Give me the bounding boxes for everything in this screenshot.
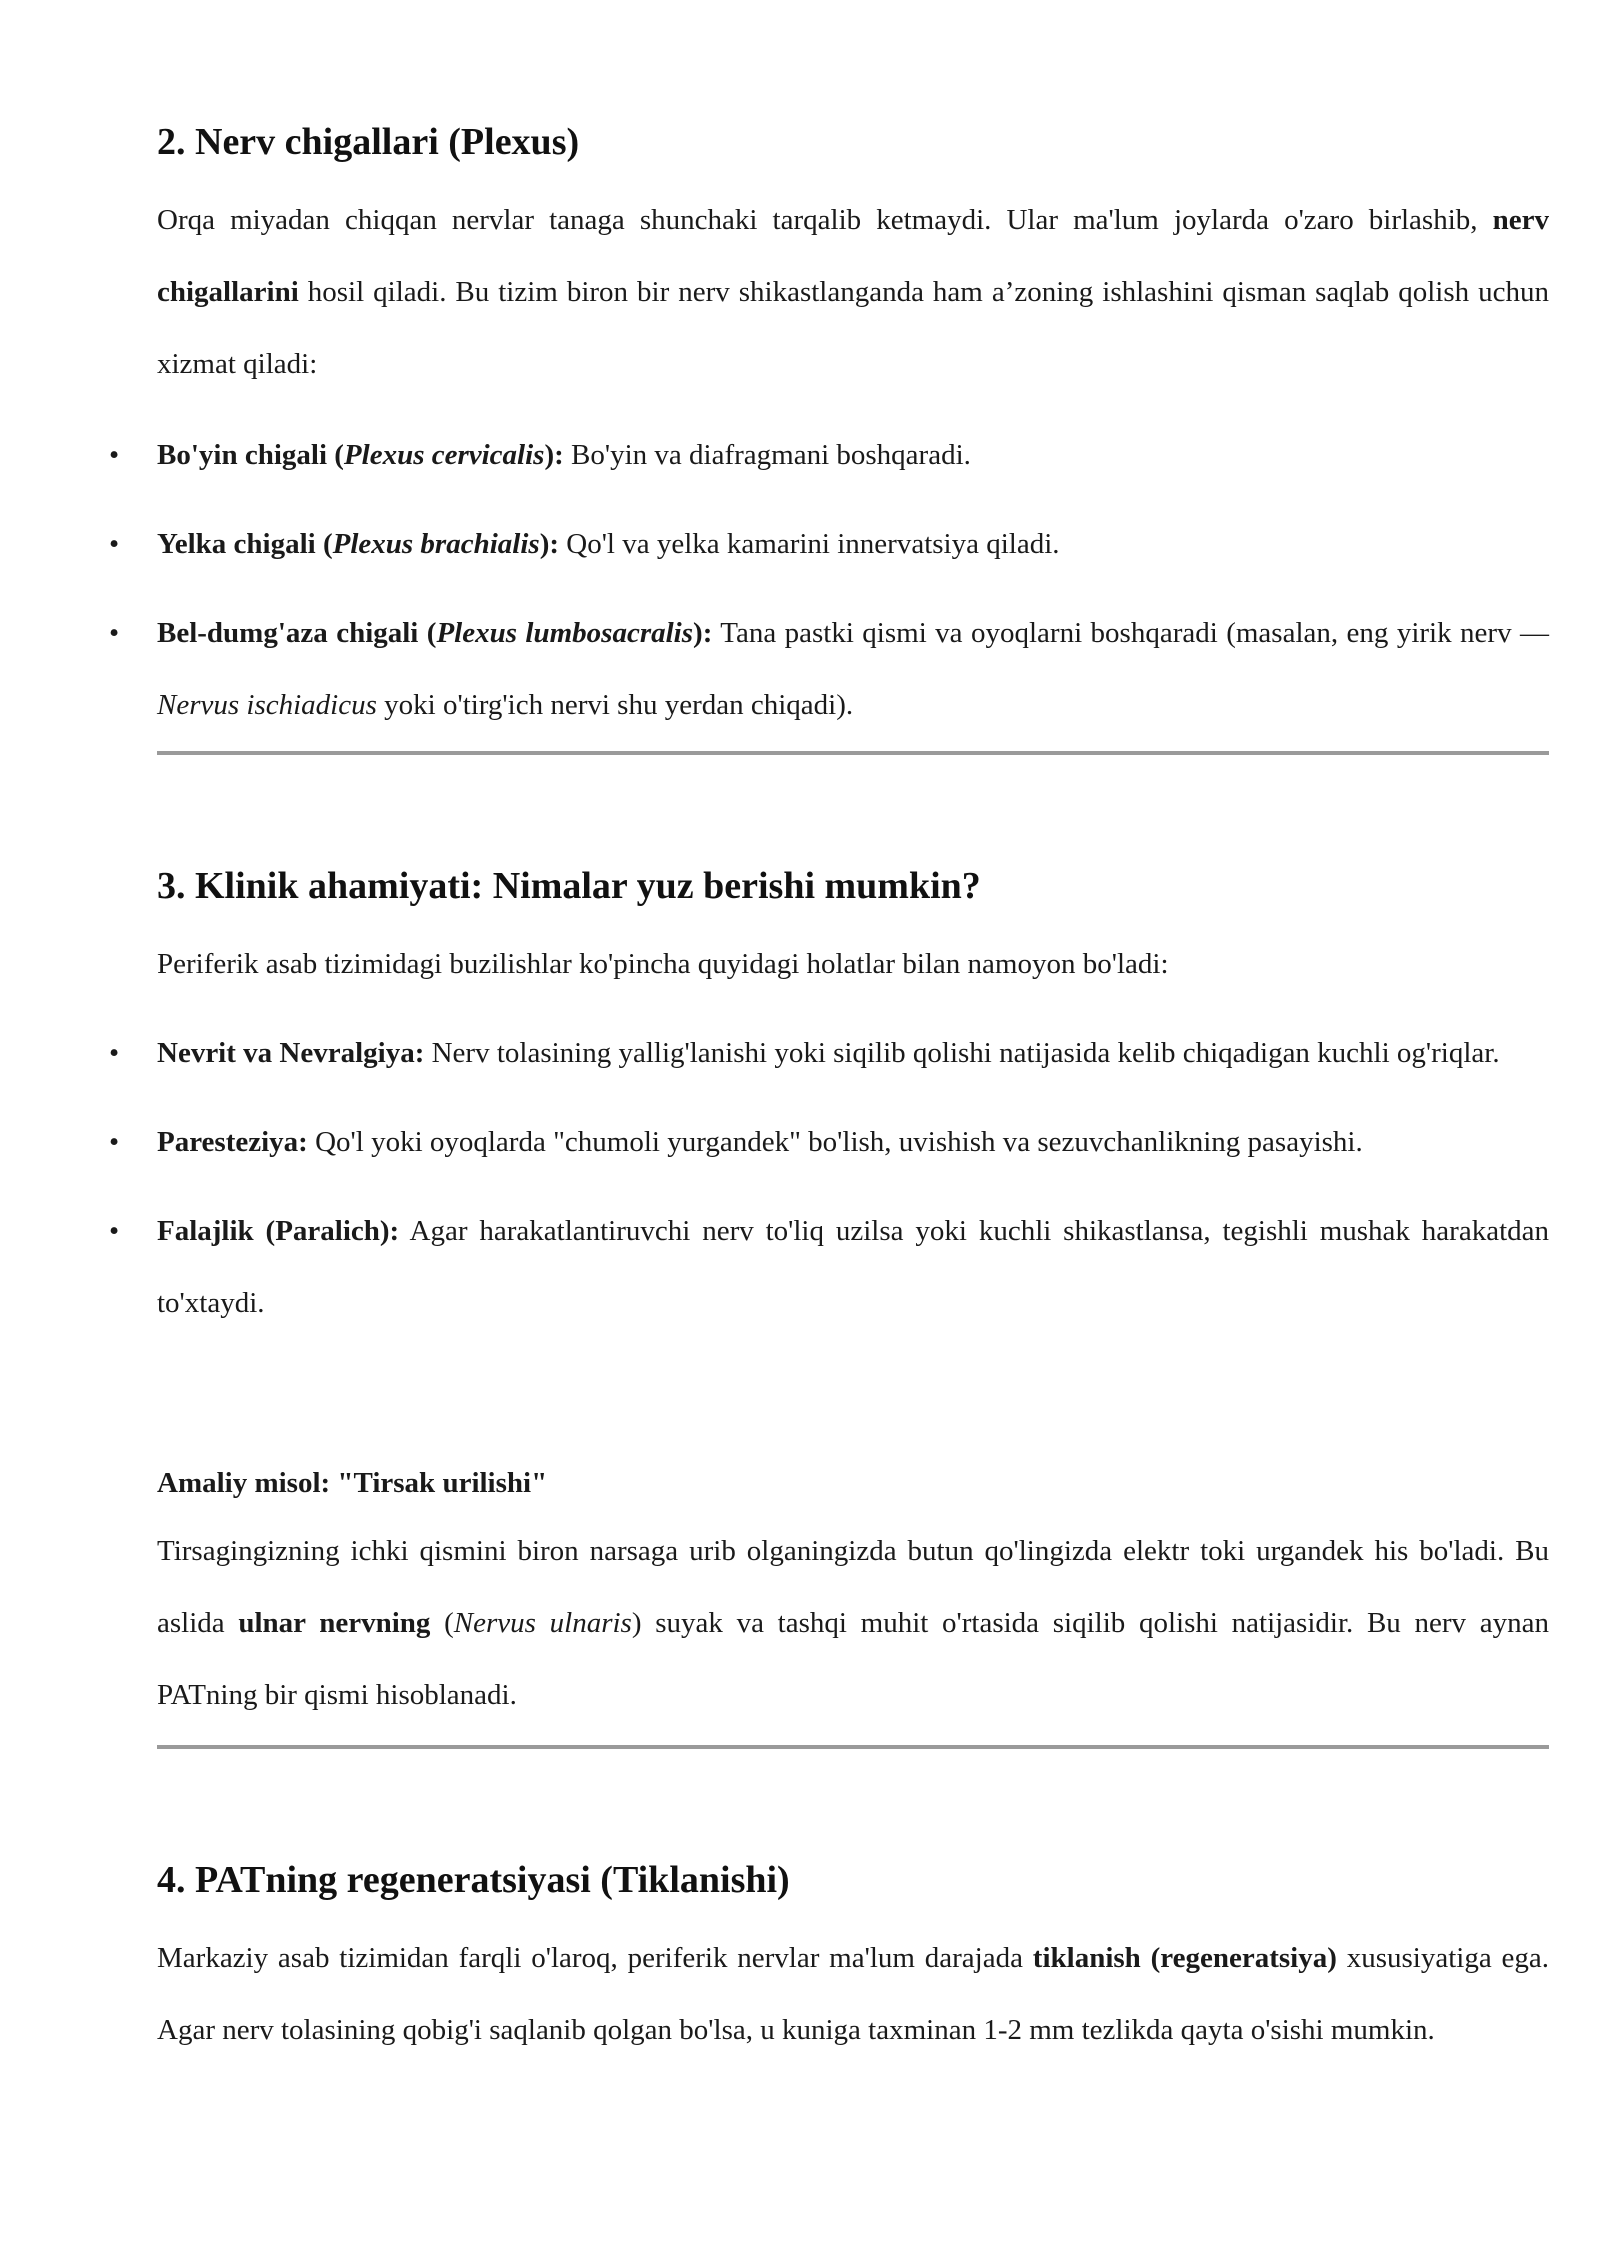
plexus-term-a: Yelka chigali ( [157, 528, 333, 560]
plexus-term [157, 528, 559, 560]
example-latin: Nervus ulnaris [453, 1607, 632, 1639]
list-item [109, 597, 1549, 741]
section-3-heading: 3. Klinik ahamiyati: Nimalar yuz berishi mumkin? [157, 865, 981, 907]
plexus-desc: Bo'yin va diafragmani boshqaradi. [563, 439, 971, 471]
list-item [109, 1017, 1549, 1089]
section-2-intro [157, 184, 1549, 400]
section-4-bold: tiklanish (regeneratsiya) [1032, 1942, 1337, 1974]
example-text-b: ( [430, 1607, 454, 1639]
bullet-icon: • [109, 528, 120, 560]
clinical-desc: Qo'l yoki oyoqlarda "chumoli yurgandek" bo'lish, uvishish va sezuvchanlikning pasayishi. [307, 1126, 1363, 1158]
plexus-latin: Plexus lumbosacralis [436, 617, 694, 649]
example-paragraph [157, 1515, 1549, 1731]
section-4-text-a: Markaziy asab tizimidan farqli o'laroq, periferik nervlar ma'lum darajada [157, 1942, 1033, 1974]
bullet-icon: • [109, 1037, 120, 1069]
plexus-term [157, 439, 564, 471]
plexus-term-a: Bo'yin chigali ( [157, 439, 344, 471]
plexus-desc: Qo'l va yelka kamarini innervatsiya qiladi. [559, 528, 1060, 560]
bullet-icon: • [109, 617, 120, 649]
clinical-desc: Agar harakatlantiruvchi nerv to'liq uzilsa yoki kuchli shikastlansa, tegishli mushak harakatdan to'xtaydi. [157, 1215, 1550, 1319]
list-item [109, 1195, 1550, 1339]
section-2-heading: 2. Nerv chigallari (Plexus) [157, 121, 580, 163]
plexus-term [157, 617, 712, 649]
plexus-desc-a: Tana pastki qismi va oyoqlarni boshqaradi (masalan, eng yirik nerv — [712, 617, 1549, 649]
list-item [109, 508, 1549, 580]
clinical-term: Nevrit va Nevralgiya: [157, 1037, 425, 1069]
section-4-text-b: xususiyatiga ega. Agar nerv tolasining qobig'i saqlanib qolgan bo'lsa, u kuniga taxminan 1-2 mm tezlikda qayta o'sishi mumkin. [157, 1942, 1549, 2046]
plexus-term-b: ): [539, 528, 560, 560]
section-2-intro-text-b: hosil qiladi. Bu tizim biron bir nerv shikastlanganda ham a’zoning ishlashini qisman saqlab qolish uchun xizmat qiladi: [157, 276, 1549, 380]
section-3-intro: Periferik asab tizimidagi buzilishlar ko'pincha quyidagi holatlar bilan namoyon bo'ladi: [157, 948, 1169, 980]
list-item [109, 1106, 1549, 1178]
plexus-term-a: Bel-dumg'aza chigali ( [157, 617, 437, 649]
example-bold: ulnar nervning [238, 1607, 431, 1639]
plexus-latin: Plexus brachialis [332, 528, 540, 560]
plexus-list [109, 419, 1549, 741]
plexus-term-b: ): [544, 439, 564, 471]
section-4-paragraph [157, 1922, 1549, 2066]
example-text-c: ) suyak va tashqi muhit o'rtasida siqilib qolishi natijasidir. Bu nerv aynan PATning bir qismi hisoblanadi. [157, 1607, 1549, 1711]
section-2-intro-bold: nerv chigallarini [157, 204, 1549, 308]
bullet-icon: • [109, 1215, 120, 1247]
section-divider [157, 751, 1549, 755]
plexus-latin: Plexus cervicalis [343, 439, 545, 471]
bullet-icon: • [109, 1126, 120, 1158]
section-divider [157, 1745, 1549, 1749]
list-item [109, 419, 1549, 491]
plexus-desc-b: yoki o'tirg'ich nervi shu yerdan chiqadi). [376, 689, 854, 721]
clinical-desc: Nerv tolasining yallig'lanishi yoki siqilib qolishi natijasida kelib chiqadigan kuchli og'riqlar. [424, 1037, 1500, 1069]
clinical-list [109, 1017, 1550, 1339]
clinical-term: Falajlik (Paralich): [157, 1215, 400, 1247]
example-text-a: Tirsagingizning ichki qismini biron narsaga urib olganingizda butun qo'lingizda elektr toki urgandek his bo'ladi. Bu aslida [157, 1535, 1549, 1639]
example-title: Amaliy misol: "Tirsak urilishi" [157, 1467, 548, 1499]
section-4-heading: 4. PATning regeneratsiyasi (Tiklanishi) [157, 1859, 790, 1901]
plexus-term-b: ): [693, 617, 713, 649]
bullet-icon: • [109, 439, 120, 471]
clinical-term: Paresteziya: [157, 1126, 308, 1158]
section-2-intro-text-a: Orqa miyadan chiqqan nervlar tanaga shunchaki tarqalib ketmaydi. Ular ma'lum joylarda o'zaro birlashib, [157, 204, 1493, 236]
plexus-desc-latin: Nervus ischiadicus [157, 689, 377, 721]
